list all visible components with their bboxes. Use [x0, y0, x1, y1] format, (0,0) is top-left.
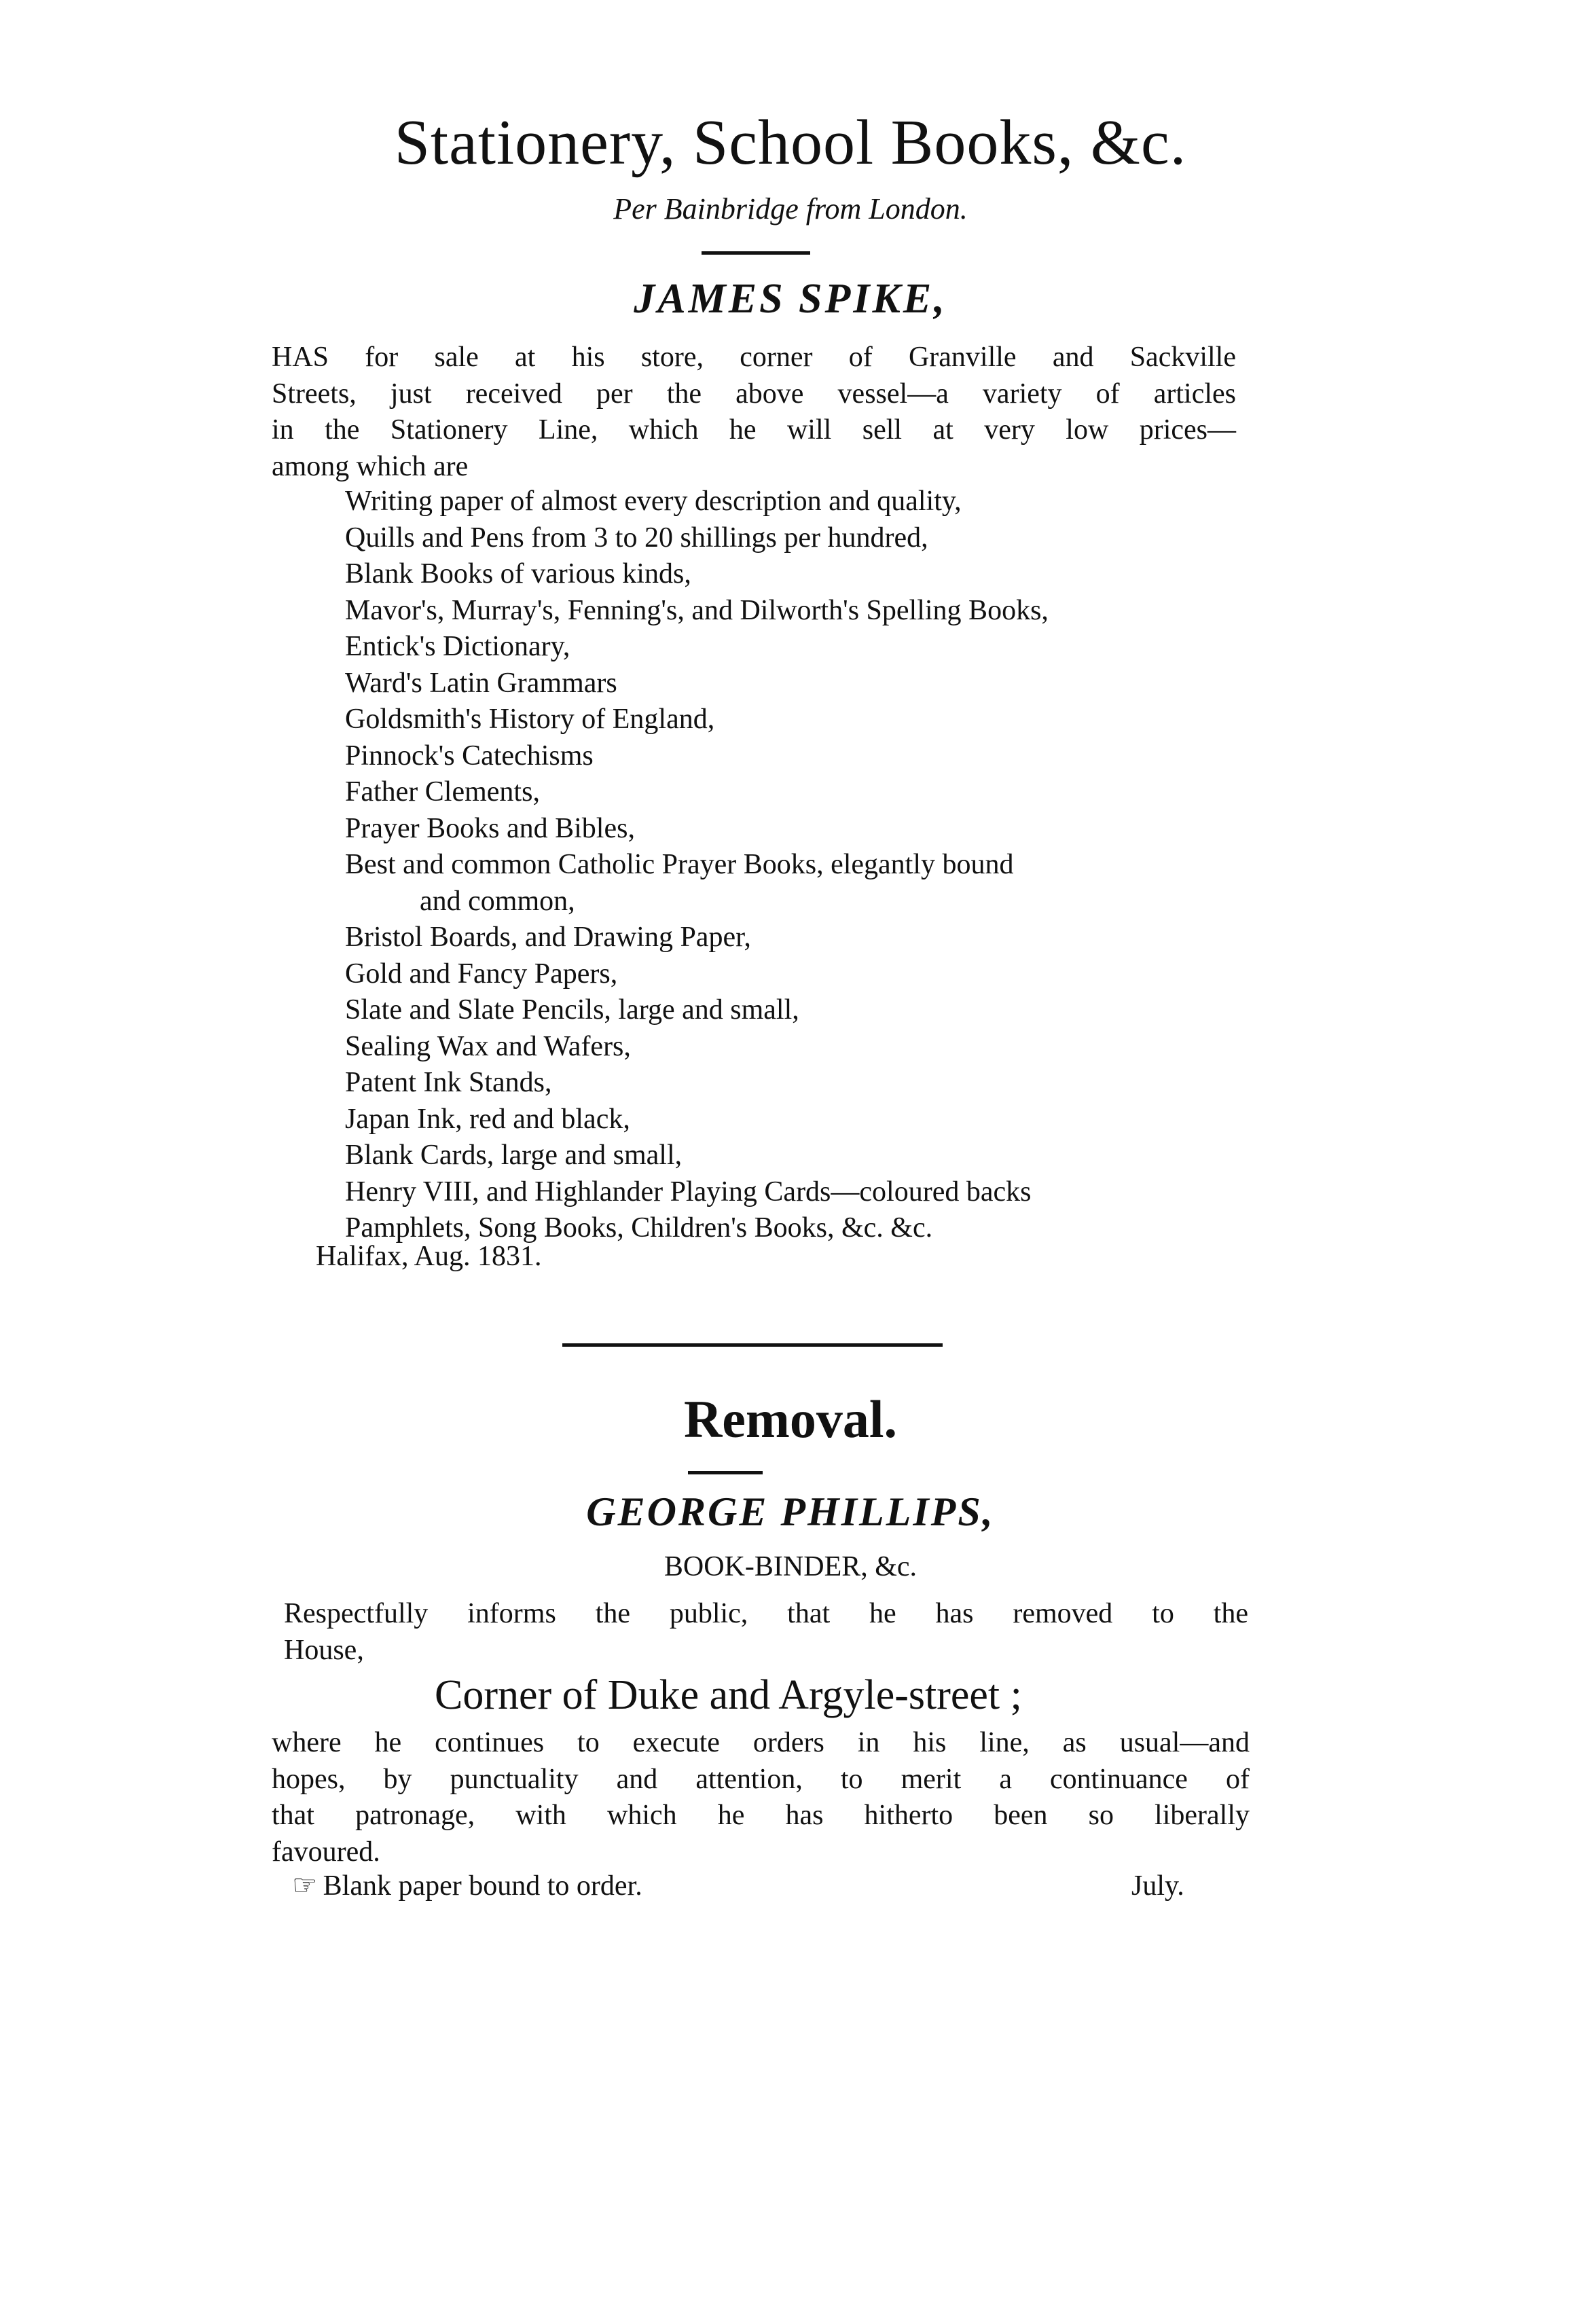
pointing-hand-icon: ☞ [292, 1870, 318, 1902]
ad2-note-text: Blank paper bound to order. [323, 1870, 642, 1902]
ad2-rule [688, 1471, 763, 1474]
list-item: Prayer Books and Bibles, [345, 812, 635, 844]
ad1-subtitle: Per Bainbridge from London. [613, 192, 968, 225]
list-item: Quills and Pens from 3 to 20 shillings per hundred, [345, 522, 928, 553]
list-item: Goldsmith's History of England, [345, 704, 715, 735]
ad1-title: Stationery, School Books, &c. [394, 107, 1187, 178]
ad1-intro-paragraph [272, 340, 1236, 485]
ad2-body-line: House, [284, 1634, 364, 1666]
list-item: Pinnock's Catechisms [345, 740, 594, 771]
ad2-trade: BOOK-BINDER, &c. [664, 1551, 917, 1582]
ad2-body-line: where he continues to execute orders in his line, as usual—and [272, 1727, 1250, 1758]
ad2-body-line: hopes, by punctuality and attention, to merit a continuance of [272, 1763, 1250, 1795]
list-item: Gold and Fancy Papers, [345, 958, 618, 989]
list-item: Bristol Boards, and Drawing Paper, [345, 922, 751, 953]
list-item: Ward's Latin Grammars [345, 667, 617, 699]
list-item: Blank Books of various kinds, [345, 558, 691, 589]
list-item: Mavor's, Murray's, Fenning's, and Dilworth's Spelling Books, [345, 594, 1049, 626]
list-item: Slate and Slate Pencils, large and small, [345, 994, 799, 1025]
list-item: Best and common Catholic Prayer Books, elegantly bound [345, 849, 1014, 880]
list-item: Henry VIII, and Highlander Playing Cards—coloured backs [345, 1176, 1032, 1208]
ad1-rule [702, 251, 810, 255]
ad1-intro-line: HAS for sale at his store, corner of Granville and Sackville [272, 342, 1236, 373]
ad2-body-line: Respectfully informs the public, that he has removed to the [284, 1598, 1248, 1629]
ad1-merchant-name: JAMES SPIKE, [634, 276, 947, 322]
list-item: Pamphlets, Song Books, Children's Books, &c. &c. [345, 1212, 933, 1243]
ad2-date: July. [1131, 1870, 1184, 1902]
list-item: Writing paper of almost every description and quality, [345, 486, 962, 517]
ad1-item-list [345, 484, 1049, 1247]
ad2-title: Removal. [683, 1390, 898, 1449]
ad1-intro-line: Streets, just received per the above vessel—a variety of articles [272, 378, 1236, 410]
ad2-body-line: favoured. [272, 1836, 380, 1868]
list-item: and common, [420, 885, 575, 917]
ad1-dateline: Halifax, Aug. 1831. [316, 1241, 542, 1272]
section-divider [562, 1343, 943, 1347]
ad2-intro [284, 1596, 1248, 1669]
ad2-body-line: that patronage, with which he has hitherto been so liberally [272, 1800, 1250, 1831]
ad1-intro-line: in the Stationery Line, which he will sell at very low prices— [272, 414, 1236, 446]
ad2-merchant-name: GEORGE PHILLIPS, [586, 1489, 995, 1534]
list-item: Father Clements, [345, 776, 540, 807]
ad2-address: Corner of Duke and Argyle-street ; [435, 1672, 1022, 1718]
list-item: Patent Ink Stands, [345, 1067, 552, 1098]
ad2-note [292, 1868, 642, 1904]
ad1-intro-line: among which are [272, 450, 469, 482]
list-item: Entick's Dictionary, [345, 631, 570, 662]
list-item: Sealing Wax and Wafers, [345, 1030, 631, 1062]
list-item: Japan Ink, red and black, [345, 1103, 630, 1135]
list-item: Blank Cards, large and small, [345, 1140, 683, 1171]
ad2-body-paragraph [272, 1725, 1250, 1870]
